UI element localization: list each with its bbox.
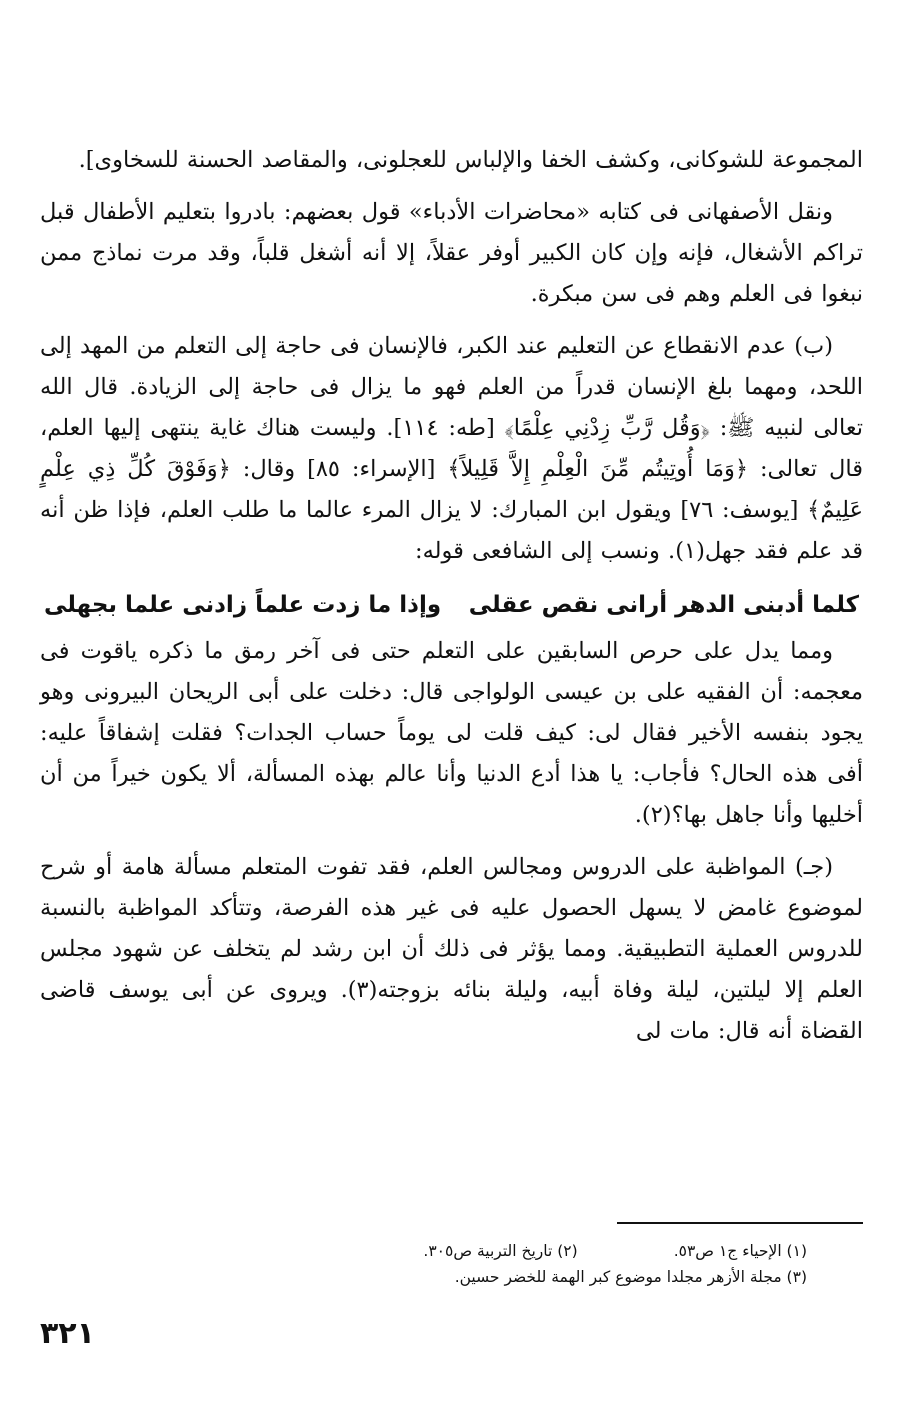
page-number: ٣٢١ xyxy=(40,1316,95,1351)
footnote-divider xyxy=(617,1222,863,1224)
paragraph-biruni-story: ومما يدل على حرص السابقين على التعلم حتى فى آخر رمق ما ذكره ياقوت فى معجمه: أن الفقيه على بن عيسى الولواجى قال: دخلت على أبى الريحان البيرونى وهو يجود بنفسه الأخير فقال لى: كيف قلت لى يوماً حساب الجدات؟ فقلت إشفاقاً عليه: أفى هذه الحال؟ فأجاب: يا هذا أدع الدنيا وأنا عالم بهذه المسألة، ألا يكون خيراً من أن أخليها وأنا جاهل بها؟(٢). xyxy=(40,638,863,828)
poetry-verse xyxy=(40,583,863,627)
verse-right-hemistich: كلما أدبنى الدهر أرانى نقص عقلى xyxy=(468,592,859,618)
paragraph-c-attendance: (جـ) المواظبة على الدروس ومجالس العلم، فقد تفوت المتعلم مسألة هامة أو شرح لموضوع غامض لا يسهل الحصول عليه فى غير هذه الفرصة، وتتأكد المواظبة بالنسبة للدروس العملية التطبيقية. ومما يؤثر فى ذلك أن ابن رشد لم يتخلف عن شهود مجلس العلم إلا ليلتين، ليلة وفاة أبيه، وليلة بنائه بزوجته(٣). ويروى عن أبى يوسف قاضى القضاة أنه قال: مات لى xyxy=(40,854,863,1044)
footnote-row xyxy=(87,1238,807,1264)
paragraph-isfahani: ونقل الأصفهانى فى كتابه «محاضرات الأدباء» قول بعضهم: بادروا بتعليم الأطفال قبل تراكم الأشغال، فإنه وإن كان الكبير أوفر عقلاً، إلا أنه أشغل قلباً، وقد مرت نماذج ممن نبغوا فى العلم وهم فى سن مبكرة. xyxy=(40,199,863,307)
footnote-1: (١) الإحياء ج١ ص٥٣. xyxy=(673,1242,807,1260)
footnote-3: (٣) مجلة الأزهر مجلدا موضوع كبر الهمة للخضر حسين. xyxy=(454,1268,807,1286)
footnotes xyxy=(87,1238,807,1290)
paragraph-b-lifelong-learning: (ب) عدم الانقطاع عن التعليم عند الكبر، فالإنسان فى حاجة إلى التعلم من المهد إلى اللحد، ومهما بلغ الإنسان قدراً من العلم فهو ما يزال فى حاجة إلى الزيادة. قال الله تعالى لنبيه ﷺ: ﴿وَقُل رَّبِّ زِدْنِي عِلْمًا﴾ [طه: ١١٤]. وليست هناك غاية ينتهى إليها العلم، قال تعالى: ﴿وَمَا أُوتِيتُم مِّنَ الْعِلْمِ إِلاَّ قَلِيلاً﴾ [الإسراء: ٨٥] وقال: ﴿وَفَوْقَ كُلِّ ذِي عِلْمٍ عَلِيمٌ﴾ [يوسف: ٧٦] ويقول ابن المبارك: لا يزال المرء عالما ما طلب العلم، فإذا ظن أنه قد علم فقد جهل(١). ونسب إلى الشافعى قوله: xyxy=(40,333,864,564)
footnote-2: (٢) تاريخ التربية ص٣٠٥. xyxy=(423,1242,578,1260)
verse-left-hemistich: وإذا ما زدت علماً زادنى علما بجهلى xyxy=(44,592,442,618)
paragraph-continuation: المجموعة للشوكانى، وكشف الخفا والإلباس للعجلونى، والمقاصد الحسنة للسخاوى]. xyxy=(78,147,863,173)
